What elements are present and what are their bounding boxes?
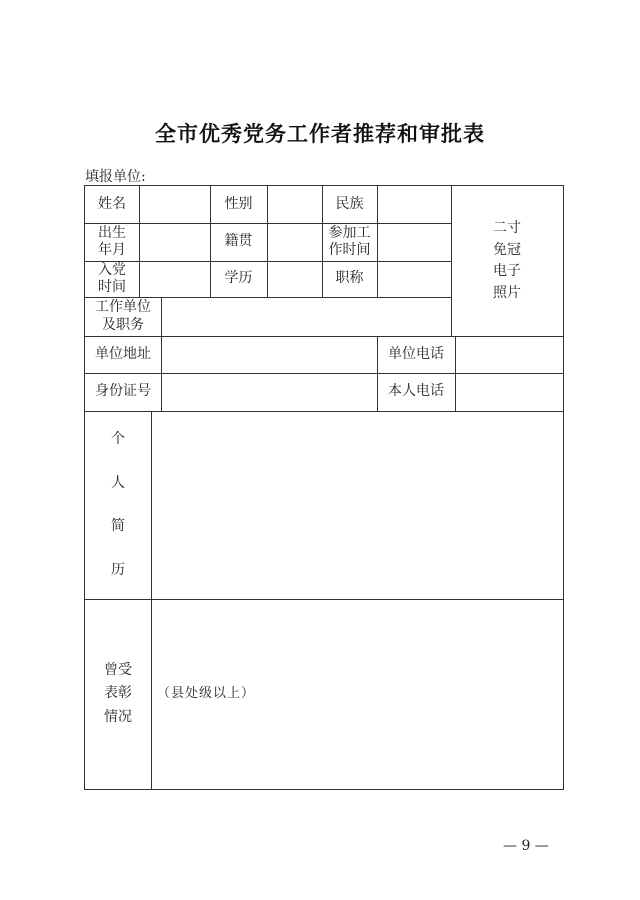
ethnicity-field[interactable]: [377, 186, 451, 223]
recommendation-form: [84, 185, 564, 790]
id-number-field[interactable]: [161, 373, 377, 411]
photo-label-line: 照片: [493, 284, 521, 301]
professional-title-field[interactable]: [377, 261, 451, 297]
personal-phone-label: 本人电话: [388, 383, 444, 400]
education-label: 学历: [224, 270, 253, 287]
gender-label: 性别: [224, 195, 253, 212]
id-number-label: 身份证号: [95, 383, 151, 400]
page-number: — 9 —: [503, 838, 549, 854]
education-field[interactable]: [267, 261, 322, 297]
resume-label-char: 历: [111, 561, 125, 578]
photo-label-line: 二寸: [493, 220, 521, 236]
work-start-label-line: 参加工: [328, 224, 371, 241]
work-start-label: [322, 223, 377, 261]
awards-label-line: 表彰: [104, 685, 132, 702]
party-join-label-line: 时间: [98, 279, 126, 295]
name-label: 姓名: [98, 195, 126, 212]
resume-field[interactable]: [151, 411, 563, 599]
name-field[interactable]: [139, 186, 210, 223]
gender-field[interactable]: [267, 186, 322, 223]
native-place-field[interactable]: [267, 223, 322, 261]
birth-date-label-line: 出生: [98, 224, 126, 241]
work-start-field[interactable]: [377, 223, 451, 261]
party-join-label: [85, 261, 139, 297]
photo-label-line: 电子: [493, 263, 521, 279]
unit-phone-label: 单位电话: [388, 345, 444, 362]
birth-date-label-line: 年月: [98, 242, 126, 258]
work-start-label-line: 作时间: [328, 242, 371, 258]
unit-address-field[interactable]: [161, 336, 377, 373]
resume-label: [85, 411, 151, 599]
resume-label-char: 个: [111, 431, 125, 447]
professional-title-label: 职称: [335, 270, 364, 287]
workplace-position-label-line: 工作单位: [95, 299, 151, 315]
awards-field[interactable]: [151, 599, 563, 789]
native-place-label: 籍贯: [224, 233, 253, 250]
party-join-label-line: 入党: [98, 261, 126, 278]
personal-phone-field[interactable]: [455, 373, 563, 411]
awards-label-line: 情况: [104, 708, 132, 725]
unit-phone-field[interactable]: [455, 336, 563, 373]
birth-date-label: [85, 223, 139, 261]
resume-label-char: 人: [111, 474, 125, 491]
ethnicity-label: 民族: [335, 195, 364, 212]
birth-date-field[interactable]: [139, 223, 210, 261]
awards-label-line: 曾受: [104, 661, 132, 678]
page-title: 全市优秀党务工作者推荐和审批表: [155, 121, 485, 146]
awards-label: [85, 599, 151, 789]
filling-unit-label: 填报单位:: [85, 169, 146, 185]
unit-address-label: 单位地址: [95, 345, 151, 362]
photo-placeholder[interactable]: [451, 186, 563, 336]
workplace-position-label: [85, 297, 161, 336]
resume-label-char: 简: [111, 518, 125, 534]
workplace-position-label-line: 及职务: [102, 316, 144, 333]
awards-note: （县处级以上）: [157, 685, 256, 701]
party-join-field[interactable]: [139, 261, 210, 297]
photo-label-line: 免冠: [493, 241, 521, 258]
workplace-position-field[interactable]: [161, 297, 451, 336]
